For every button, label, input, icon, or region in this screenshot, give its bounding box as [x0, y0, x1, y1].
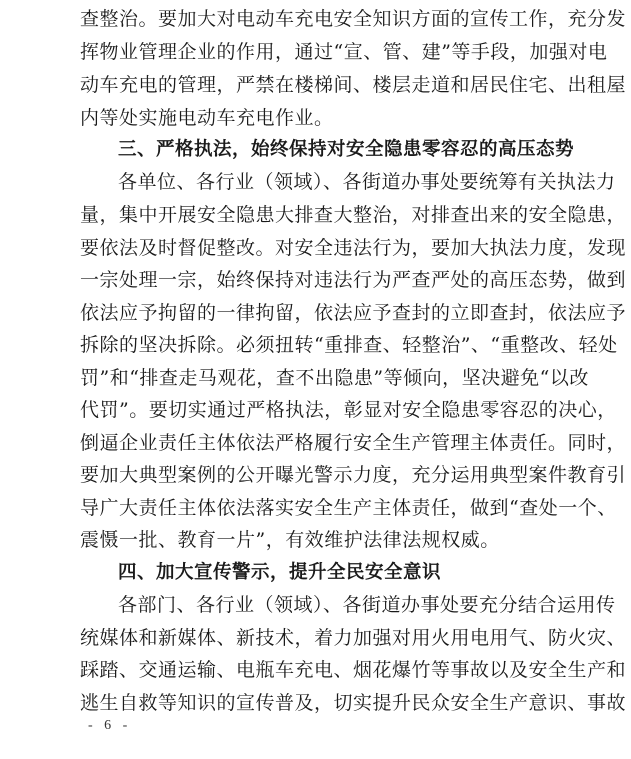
body-line: 要加大典型案例的公开曝光警示力度，充分运用典型案件教育引: [80, 464, 627, 486]
body-line: 依法应予拘留的一律拘留，依法应予查封的立即查封，依法应予: [80, 302, 627, 324]
section-heading-4: 四、加大宣传警示，提升全民安全意识: [118, 562, 442, 583]
body-line: 倒逼企业责任主体依法严格履行安全生产管理主体责任。同时，: [80, 432, 627, 454]
body-line: 各部门、各行业（领域）、各街道办事处要充分结合运用传: [118, 594, 616, 616]
body-line: 代罚”。要切实通过严格执法，彰显对安全隐患零容忍的决心，: [80, 399, 617, 421]
body-line: 各单位、各行业（领域）、各街道办事处要统筹有关执法力: [118, 171, 616, 193]
body-line: 挥物业管理企业的作用，通过“宣、管、建”等手段，加强对电: [80, 41, 608, 63]
body-line: 震慑一批、教育一片”，有效维护法律法规权威。: [80, 529, 500, 551]
section-heading-3: 三、严格执法，始终保持对安全隐患零容忍的高压态势: [118, 139, 575, 160]
body-line: 量，集中开展安全隐患大排查大整治，对排查出来的安全隐患，: [80, 204, 627, 226]
page-number: - 6 -: [88, 718, 132, 733]
body-line: 逃生自救等知识的宣传普及，切实提升民众安全生产意识、事故: [80, 692, 627, 714]
body-line: 动车充电的管理，严禁在楼梯间、楼层走道和居民住宅、出租屋: [80, 74, 627, 96]
body-line: 要依法及时督促整改。对安全违法行为，要加大执法力度，发现: [80, 237, 627, 259]
body-line: 统媒体和新媒体、新技术，着力加强对用火用电用气、防火灾、: [80, 627, 627, 649]
body-line: 踩踏、交通运输、电瓶车充电、烟花爆竹等事故以及安全生产和: [80, 659, 627, 681]
body-line: 导广大责任主体依法落实安全生产主体责任，做到“查处一个、: [80, 497, 617, 519]
body-line: 查整治。要加大对电动车充电安全知识方面的宣传工作，充分发: [80, 8, 627, 30]
body-line: 内等处实施电动车充电作业。: [80, 107, 334, 129]
body-line: 拆除的坚决拆除。必须扭转“重排查、轻整治”、“重整改、轻处: [80, 334, 618, 356]
body-line: 一宗处理一宗，始终保持对违法行为严查严处的高压态势，做到: [80, 269, 627, 291]
body-line: 罚”和“排查走马观花，查不出隐患”等倾向，坚决避免“以改: [80, 367, 589, 389]
